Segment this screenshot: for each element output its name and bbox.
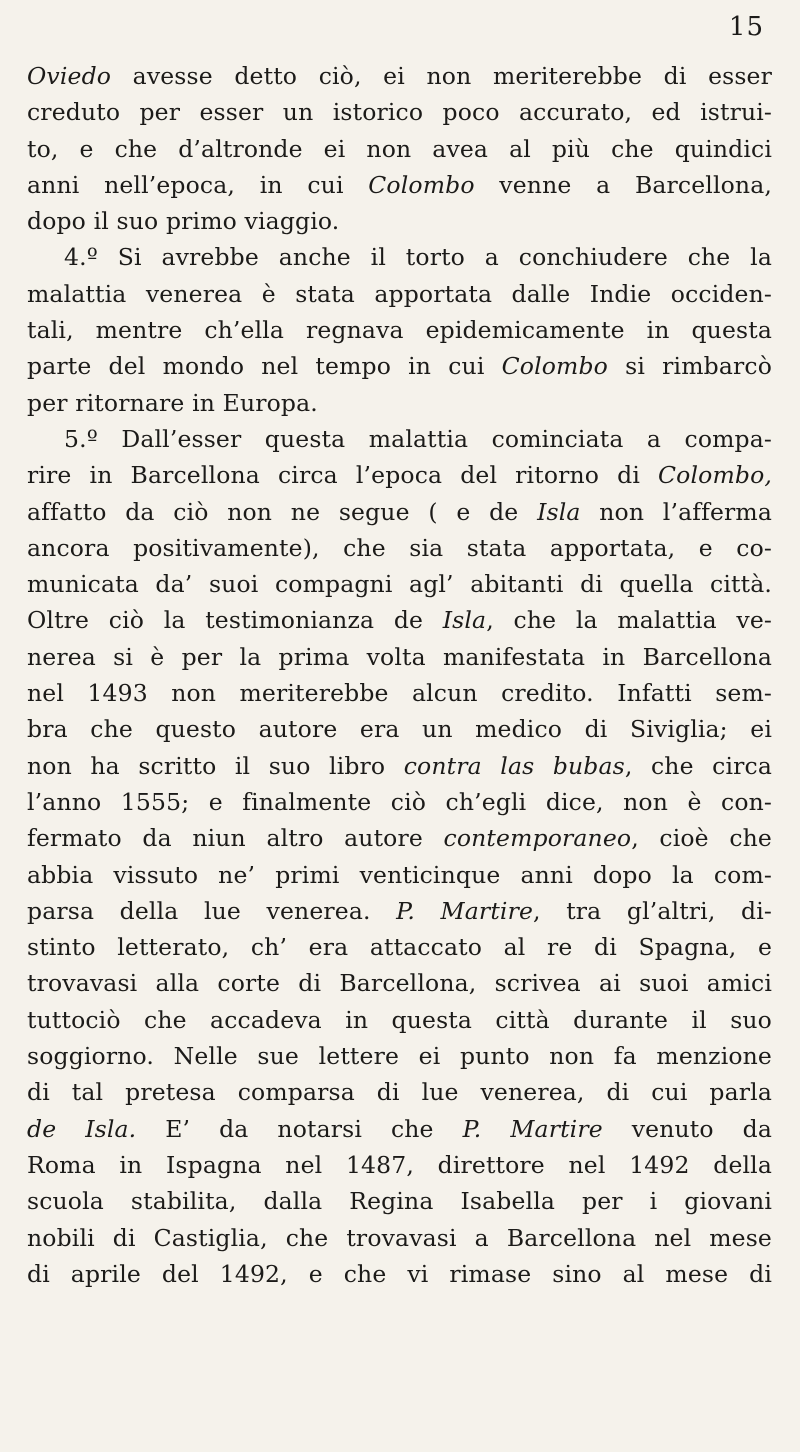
text-segment: non l’afferma (580, 497, 772, 526)
text-line (27, 94, 772, 130)
text-segment: ancora positivamente), che sia stata apportata, e co- (27, 533, 772, 562)
text-segment: , che la malattia ve- (486, 606, 772, 635)
text-line (27, 566, 772, 602)
text-line (27, 530, 772, 566)
text-line (27, 494, 772, 530)
text-segment: per ritornare in Europa. (27, 388, 318, 417)
text-segment: , tra gl’altri, di- (533, 896, 772, 925)
italic-text: contra las bubas (403, 751, 625, 780)
italic-text: Oviedo (27, 62, 112, 90)
italic-text: Colombo (368, 170, 475, 199)
text-line (27, 675, 772, 711)
text-segment: non ha scritto il suo libro (27, 751, 404, 780)
text-segment: l’anno 1555; e finalmente ciò ch’egli dice, non è con- (27, 787, 772, 816)
text-segment: creduto per esser un istorico poco accurato, ed istrui- (27, 98, 772, 127)
text-segment: parsa della lue venerea. (27, 896, 397, 925)
text-line (27, 748, 772, 784)
text-segment: affatto da ciò non ne segue ( e de (27, 497, 538, 526)
text-segment: anni nell’epoca, in cui (27, 170, 369, 199)
text-segment: to, e che d’altronde ei non avea al più che quindici (27, 134, 772, 163)
text-line (27, 711, 772, 747)
text-line (27, 893, 772, 929)
text-line (27, 131, 772, 167)
text-line (27, 203, 772, 239)
text-segment: di aprile del 1492, e che vi rimase sino al mese di (27, 1259, 772, 1288)
italic-text: P. Martire (462, 1114, 603, 1143)
text-segment: Oltre ciò la testimonianza de (27, 606, 443, 635)
text-segment: rire in Barcellona circa l’epoca del ritorno di (27, 461, 659, 490)
text-segment: avesse detto ciò, ei non meriterebbe di esser (111, 62, 772, 90)
text-segment: malattia venerea è stata apportata dalle Indie occiden- (27, 279, 772, 308)
text-segment: bra che questo autore era un medico di Siviglia; ei (27, 715, 772, 744)
text-segment: tuttociò che accadeva in questa città durante il suo (27, 1005, 772, 1034)
text-line (27, 1256, 772, 1292)
text-line (27, 784, 772, 820)
italic-text: Colombo (501, 352, 608, 381)
italic-text: Colombo, (658, 461, 772, 490)
text-segment: tali, mentre ch’ella regnava epidemicamente in questa (27, 316, 772, 345)
text-line (27, 58, 772, 94)
text-line (27, 820, 772, 856)
text-line (27, 312, 772, 348)
text-segment: di tal pretesa comparsa di lue venerea, di cui parla (27, 1078, 772, 1107)
text-segment: si rimbarcò (607, 352, 772, 381)
text-segment: , cioè che (631, 824, 772, 853)
text-line (27, 348, 772, 384)
text-line (27, 857, 772, 893)
text-line (27, 239, 772, 275)
text-segment: trovavasi alla corte di Barcellona, scrivea ai suoi amici (27, 969, 772, 998)
text-segment: parte del mondo nel tempo in cui (27, 352, 502, 381)
text-segment: E’ da notarsi che (136, 1114, 463, 1143)
text-segment: municata da’ suoi compagni agl’ abitanti di quella città. (27, 570, 772, 599)
text-segment: , che circa (624, 751, 772, 780)
text-line (27, 1111, 772, 1147)
text-line (27, 276, 772, 312)
text-segment: 4.º Si avrebbe anche il torto a conchiudere che la (64, 243, 772, 272)
text-segment: venuto da (602, 1114, 772, 1143)
text-line (27, 1038, 772, 1074)
text-line (27, 167, 772, 203)
text-line (27, 421, 772, 457)
page-number: 15 (728, 12, 764, 42)
text-segment: 5.º Dall’esser questa malattia cominciata a compa- (64, 424, 772, 453)
text-line (27, 929, 772, 965)
text-segment: soggiorno. Nelle sue lettere ei punto non fa menzione (27, 1042, 772, 1071)
text-segment: dopo il suo primo viaggio. (27, 207, 340, 236)
text-line (27, 1147, 772, 1183)
italic-text: Isla (442, 606, 487, 635)
text-segment: fermato da niun altro autore (27, 824, 444, 853)
text-segment: nerea si è per la prima volta manifestata in Barcellona (27, 642, 772, 671)
text-line (27, 1183, 772, 1219)
text-segment: venne a Barcellona, (474, 170, 772, 199)
text-segment: abbia vissuto ne’ primi venticinque anni dopo la com- (27, 860, 772, 889)
text-line (27, 602, 772, 638)
italic-text: de Isla. (27, 1114, 137, 1143)
text-segment: stinto letterato, ch’ era attaccato al re di Spagna, e (27, 933, 772, 962)
italic-text: Isla (537, 497, 581, 526)
text-line (27, 1220, 772, 1256)
text-segment: scuola stabilita, dalla Regina Isabella per i giovani (27, 1187, 772, 1216)
italic-text: contemporaneo (443, 824, 632, 853)
text-line (27, 385, 772, 421)
text-line (27, 1074, 772, 1110)
body-text (27, 58, 772, 1292)
italic-text: P. Martire (396, 896, 534, 925)
text-segment: Roma in Ispagna nel 1487, direttore nel 1492 della (27, 1150, 772, 1179)
text-line (27, 457, 772, 493)
text-segment: nobili di Castiglia, che trovavasi a Barcellona nel mese (27, 1223, 772, 1252)
text-line (27, 639, 772, 675)
text-line (27, 965, 772, 1001)
text-line (27, 1002, 772, 1038)
text-segment: nel 1493 non meriterebbe alcun credito. Infatti sem- (27, 679, 772, 708)
